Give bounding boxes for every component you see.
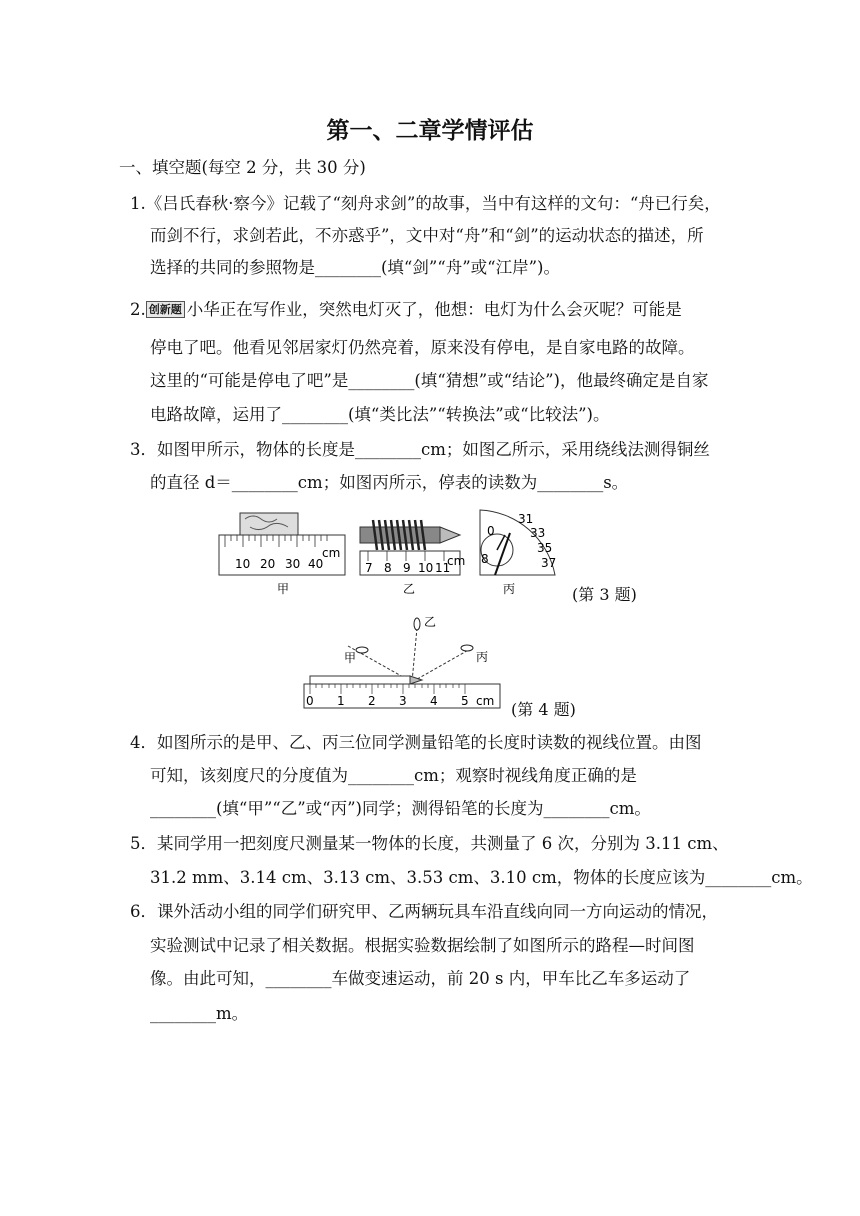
fig4-tick-0: 0 [306,694,314,708]
figure-4 [300,612,510,712]
coil-yi [360,520,465,596]
fig4-unit: cm [476,694,495,708]
q6-line3: 像。由此可知，________车做变速运动，前 20 s 内，甲车比乙车多运动了 [150,969,691,988]
measured-object [240,513,298,535]
eye-yi-icon [414,618,420,630]
q4-line2: 可知，该刻度尺的分度值为________cm；观察时视线角度正确的是 [150,766,637,785]
outer-tick-2: 35 [537,541,553,555]
q6-line4: ________m。 [150,1004,249,1023]
ruler-jia-unit: cm [322,546,341,560]
eye-bing-icon [461,645,473,651]
label-jia: 甲 [277,582,290,596]
inner-tick-1: 8 [481,552,489,566]
sightline-yi [412,628,417,682]
label-yi: 乙 [403,582,416,596]
fig4-tick-1: 1 [337,694,345,708]
fig4-tick-3: 3 [399,694,407,708]
q4-line3: ________(填“甲”“乙”或“丙”)同学；测得铅笔的长度为________cm。 [150,799,651,818]
label-bing: 丙 [503,582,516,596]
fig4-tick-5: 5 [461,694,469,708]
fig4-tick-2: 2 [368,694,376,708]
ruler-jia-tick-1: 20 [260,557,276,571]
figure-3-caption: (第 3 题) [572,585,637,604]
inner-tick-0: 0 [487,524,495,538]
q1-line2: 而剑不行，求剑若此，不亦惑乎”，文中对“舟”和“剑”的运动状态的描述，所 [150,226,704,245]
eye-label-jia: 甲 [344,651,357,665]
fig4-tick-4: 4 [430,694,438,708]
q6-line2: 实验测试中记录了相关数据。根据实验数据绘制了如图所示的路程—时间图 [150,936,695,955]
outer-tick-1: 33 [530,526,546,540]
ruler-yi-tick-1: 8 [384,561,392,575]
ruler-jia-tick-3: 40 [308,557,324,571]
q2-line4: 电路故障，运用了________(填“类比法”“转换法”或“比较法”)。 [150,405,610,424]
ruler-jia-tick-2: 30 [285,557,301,571]
ruler-jia [219,513,345,596]
q3-line2: 的直径 d＝________cm；如图丙所示，停表的读数为________s。 [150,473,629,492]
eye-label-yi: 乙 [424,615,437,629]
q2-line1 [130,300,682,320]
figure-3 [215,505,565,600]
q2-line2: 停电了吧。他看见邻居家灯仍然亮着，原来没有停电，是自家电路的故障。 [150,338,695,357]
q6-line1: 6．课外活动小组的同学们研究甲、乙两辆玩具车沿直线向同一方向运动的情况， [130,902,718,921]
pencil-tip [440,527,460,543]
q5-line1: 5．某同学用一把刻度尺测量某一物体的长度，共测量了 6 次，分别为 3.11 cm、 [130,834,729,853]
sightline-bing [412,648,472,682]
ruler-jia-tick-0: 10 [235,557,251,571]
outer-tick-3: 37 [541,556,557,570]
stopwatch-bing [480,510,556,596]
q2-line3: 这里的“可能是停电了吧”是________(填“猜想”或“结论”)，他最终确定是自家 [150,371,709,390]
q1-line3: 选择的共同的参照物是________(填“剑”“舟”或“江岸”)。 [150,258,560,277]
innovation-badge: 创新题 [146,301,185,318]
q1-line1: 1.《吕氏春秋·察今》记载了“刻舟求剑”的故事，当中有这样的文句：“舟已行矣， [130,194,721,213]
q3-line1: 3．如图甲所示，物体的长度是________cm；如图乙所示，采用绕线法测得铜丝 [130,440,710,459]
page-title: 第一、二章学情评估 [326,118,534,144]
eye-label-bing: 丙 [476,650,489,664]
figure-4-caption: (第 4 题) [511,700,576,719]
pencil [310,676,410,684]
section-heading: 一、填空题(每空 2 分，共 30 分) [119,158,366,177]
ruler-yi-tick-2: 9 [403,561,411,575]
outer-tick-0: 31 [518,512,534,526]
q4-line1: 4．如图所示的是甲、乙、丙三位同学测量铅笔的长度时读数的视线位置。由图 [130,733,702,752]
q2-line1-text: 小华正在写作业，突然电灯灭了，他想：电灯为什么会灭呢？可能是 [186,300,682,319]
eye-jia-icon [356,647,368,653]
q5-line2: 31.2 mm、3.14 cm、3.13 cm、3.53 cm、3.10 cm，物体的长度应该为________cm。 [150,868,813,887]
ruler-yi-unit: cm [447,554,466,568]
ruler-yi-tick-4: 11 [435,561,451,575]
q2-number: 2. [130,300,146,319]
ruler-yi-tick-0: 7 [365,561,373,575]
ruler-yi-tick-3: 10 [418,561,434,575]
